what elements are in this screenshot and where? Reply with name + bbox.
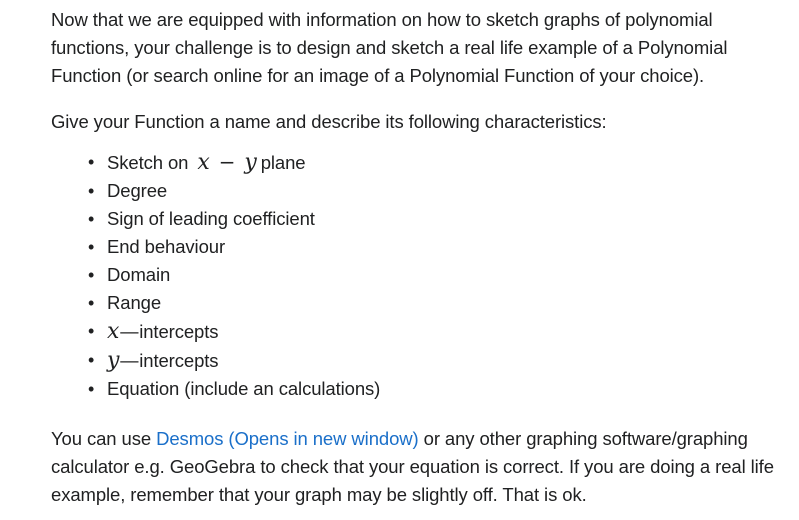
sketch-prefix: Sketch on bbox=[107, 152, 189, 173]
list-item-sign bbox=[88, 205, 786, 233]
bullet-icon: • bbox=[88, 265, 95, 285]
bullet-icon: • bbox=[88, 209, 95, 229]
bullet-icon: • bbox=[88, 237, 95, 257]
tools-paragraph bbox=[51, 425, 786, 509]
list-item-x-intercepts bbox=[88, 317, 786, 346]
intro-paragraph: Now that we are equipped with information on how to sketch graphs of polynomial functions, your challenge is to design and sketch a real life example of a Polynomial Function (or search online for an image of a Polynomial Function of your choice). bbox=[51, 9, 728, 86]
domain-label: Domain bbox=[107, 264, 171, 285]
bullet-icon: • bbox=[88, 152, 95, 172]
bullet-icon: • bbox=[88, 321, 95, 341]
bullet-icon: • bbox=[88, 350, 95, 370]
math-var-y: y bbox=[107, 348, 120, 373]
x-intercepts-label: intercepts bbox=[139, 321, 219, 342]
characteristics-list bbox=[51, 148, 786, 403]
desmos-link[interactable]: Desmos (Opens in new window) bbox=[156, 428, 419, 449]
bullet-icon: • bbox=[88, 181, 95, 201]
list-item-sketch bbox=[88, 148, 786, 177]
math-var-y: y bbox=[244, 150, 257, 175]
math-dash: — bbox=[119, 319, 140, 343]
y-intercepts-label: intercepts bbox=[139, 350, 219, 371]
bullet-icon: • bbox=[88, 293, 95, 313]
list-item-end-behaviour bbox=[88, 233, 786, 261]
math-dash: — bbox=[119, 348, 140, 372]
math-var-x: x bbox=[197, 150, 210, 175]
sign-label: Sign of leading coefficient bbox=[107, 208, 315, 229]
tools-text-before: You can use bbox=[51, 428, 152, 449]
list-item-degree bbox=[88, 177, 786, 205]
list-item-domain bbox=[88, 261, 786, 289]
assignment-content bbox=[51, 6, 786, 509]
list-item-y-intercepts bbox=[88, 346, 786, 375]
math-minus: − bbox=[218, 150, 236, 174]
list-item-equation bbox=[88, 375, 786, 403]
sketch-suffix: plane bbox=[260, 152, 306, 173]
range-label: Range bbox=[107, 292, 162, 313]
tools-text-after: or any other graphing software/graphing calculator e.g. GeoGebra to check that your equation is correct. If you are doing a real life example, remember that your graph may be slightly off. That is ok. bbox=[51, 428, 774, 505]
list-item-range bbox=[88, 289, 786, 317]
bullet-icon: • bbox=[88, 379, 95, 399]
instruction-paragraph: Give your Function a name and describe its following characteristics: bbox=[51, 111, 607, 132]
degree-label: Degree bbox=[107, 180, 168, 201]
equation-label: Equation (include an calculations) bbox=[107, 378, 381, 399]
end-behaviour-label: End behaviour bbox=[107, 236, 226, 257]
math-var-x: x bbox=[107, 319, 120, 344]
